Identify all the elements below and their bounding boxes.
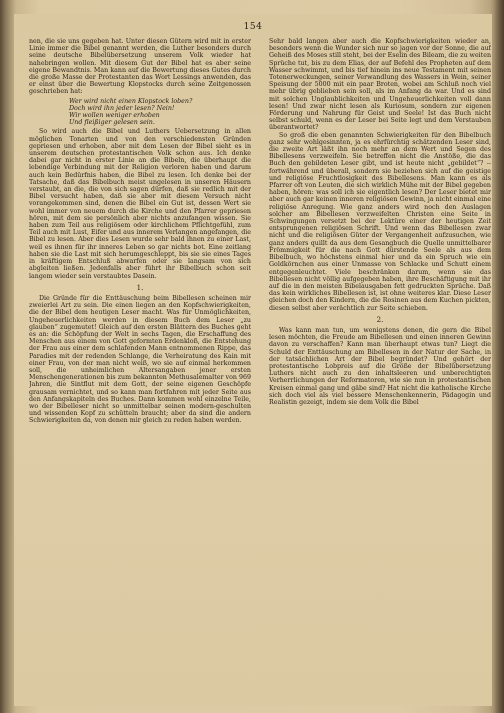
verse-line: Wer wird nicht einen Klopstock loben? [69,97,193,105]
paragraph: Was kann man tun, um wenigstens denen, die gern die Bibel lesen möchten, die Freude am Bibellesen und einen inneren Gewinn davon zu verschaffen? Kann man überhaupt etwas tun? Liegt die Schuld der Enttäuschung am Bibellesen in der Natur der Sache, in der tatsächlichen Art der Bibel begründet? Und gehört der protestantische Lobpreis auf die Größe der Bibelübersetzung Luthers nicht auch zu den inhaltsleeren und unberechtigten Verherrlichungen der Reformatoren, wie sie nun in protestantischen Kreisen einmal gang und gäbe sind? Hat nicht die katholische Kirche sich doch viel als viel bessere Menschenkennerin, Pädagogin und Realistin gezeigt, indem sie dem Volk die Bibel [269,326,491,406]
verse-line: Und fleißiger gelesen sein. [69,119,155,127]
verse-line: Doch wird ihn jeder lesen? Nein! [69,104,175,112]
paragraph: So wird auch die Bibel und Luthers Uebersetzung in allen möglichen Tonarten und von den verschiedensten Gründen gepriesen und erhoben, aber mit dem Lesen der Bibel sieht es in unserem deutschen protestantischen Volk schon aus. Ich denke dabei gar nicht in erster Linie an die Bibeln, die überhaupt die lebendige Verbindung mit der Religion verloren haben und darum auch kein Bedürfnis haben, die Bibel zu lesen. Ich denke bei der Tatsache, daß das Bibelbuch meist ungelesen in unseren Häusern verstaubt, an die, die von sich sagen dürfen, daß sie redlich mit der Bibel versucht haben, daß sie aber mit diesem Versuch nicht vorangekommen sind, denen die Bibel ein Gut ist, dessen Wert sie wohl immer von neuem durch die Kirche und den Pfarrer gepriesen hören, mit dem sie persönlich aber nichts anzufangen wissen. Sie haben zum Teil aus religiösem oder kirchlichem Pflichtgefühl, zum Teil auch mit Lust, Eifer und aus innerem Verlangen angefangen, die Bibel zu lesen. Aber dies Lesen wurde sehr bald ihnen zu einer Last, weil es ihnen für ihr inneres Leben so gar nichts bot. Eine zeitlang haben sie die Last mit sich herumgeschleppt, bis sie sie eines Tages in kräftigem Entschluß abwarfen oder sie langsam von sich abgleiten ließen. Jedenfalls aber führt ihr Bibelbuch schon seit langem wieder sein verstaubtes Dasein. [29,128,251,280]
paragraph: nen, die sie uns gegeben hat. Unter diesen Gütern wird mit in erster Linie immer die Bibel genannt werden, die Luther besonders durch seine deutsche Bibelübersetzung unserem Volk wieder hat nahebringen wollen. Mit diesem Gut der Bibel hat es aber seine eigene Bewandtnis. Man kann auf die Bewertung dieses Gutes durch die große Masse der Protestanten das Wort Lessings anwenden, das er einst über die Bewertung Klopstocks durch seine Zeitgenossen geschrieben hat: [29,38,251,96]
left-text-column [29,38,251,698]
book-page [14,14,492,706]
verse-line: Wir wollen weniger erhoben [69,112,160,120]
right-text-column [269,38,491,633]
page-number: 154 [243,22,263,32]
section-number: 1. [136,283,144,292]
paragraph: So groß die eben genannten Schwierigkeiten für den Bibelbuch ganz sehr wohlgesinnten, ja es ehrfürchtig schätzenden Leser sind, die zweite Art läßt ihn noch mehr an dem Wert und Segen des Bibellesens verzweifeln. Sie betreffen nicht die Anstöße, die das Buch den gebildeten Leser gibt, und ist heute nicht „gebildet“? -- fortwährend und überall, sondern sie beziehen sich auf die geistige und religiöse Fruchtlosigkeit des Bibellesens. Man kann es als Pfarrer oft von Leuten, die sich wirklich Mühe mit der Bibel gegeben haben, hören: was soll ich sie eigentlich lesen? Der Leser bietet mir aber auch gar keinen inneren religiösen Gewinn, ja nicht einmal eine religiöse Anregung. Wie ganz anders wird noch den Auslagen solcher am Bibellesen verzweifelten Christen eine Seite in Schwingungen versetzt bei der Lektüre einer der heutigen Zeit entsprungenen religiösen Schrift. Und wenn das Bibellesen zwar nicht und die religiösen Güter der Vergangenheit aufzusuchen, wie ganz anders quillt da aus dem Gesangbuch die Quelle unmittelbarer Frömmigkeit für die nach Gott dürstende Seele als aus dem Bibelbuch, wo höchstens einmal hier und da ein Spruch wie ein Goldkörnchen aus einer Unmasse von Schlacke und Schutt einem entgegenleuchtet. Viele beschränken darum, wenn sie das Bibellesen nicht völlig aufgegeben haben, ihre Beschäftigung mit ihr auf die in den meisten Bibelausgaben fett gedruckten Sprüche. Daß das kein wirkliches Bibellesen ist, ist ohne weiteres klar. Diese Leser gleichen doch den Kindern, die die Rosinen aus dem Kuchen pickten, diesen selbst aber verächtlich zur Seite schieben. [269,131,491,312]
page-edge-shadow [494,0,504,713]
section-number: 2. [376,315,384,324]
quoted-verse [69,98,251,127]
paragraph: Die Gründe für die Enttäuschung beim Bibellesen scheinen mir zweierlei Art zu sein. Die einen liegen an den Kopfschwierigkeiten, die der Bibel dem heutigen Leser macht. Was für Unmöglichkeiten, Ungeheuerlichkeiten werden in diesem Buch dem Leser „zu glauben“ zugemutet! Gleich auf den ersten Blättern des Buches geht es an: die Schöpfung der Welt in sechs Tagen, die Erschaffung des Menschen aus einem von Gott geformten Erdenkloß, die Entstehung der Frau aus einer dem schlafenden Mann entnommenen Rippe, das Paradies mit der redenden Schlange, die Verheiratung des Kain mit einer Frau, von der man nicht weiß, wo sie auf einmal herkommen soll, die unheimlichen Altersangaben jener ersten Menschengenerationen bis zum bekannten Methusalemalter von 969 Jahren, die Sintflut mit dem Gott, der seine eigenen Geschöpfe grausam vernichtet, und so kann man fortfahren mit jeder Seite aus den Anfangskapiteln des Buches. Dann kommen wohl einzelne Teile, wo der Bibelleser nicht so unmittelbar seinen modern-geschulten und wissenden Kopf zu schütteln braucht; aber da sind die andern Schwierigkeiten da, von denen mir gleich zu reden haben werden. [29,294,251,425]
paragraph: Sehr bald langen aber auch die Kopfschwierigkeiten wieder an, besonders wenn die Wunder sich nur so jagen vor der Sonne, die auf Geheiß des Moses still steht, bei der Eselin des Bileam, die zu weiten Sprüche tut, bis zu dem Elias, der auf Befehl des Propheten auf dem Wasser schwimmt, und bis tief hinein ins neue Testament mit seinen Totenerweckungen, seiner Verwandlung des Wassers in Wein, seiner Speisung der 5000 mit ein paar Broten, wobei am Schluß noch viel mehr übrig geblieben sein soll, als im Anfang da war. Und es sind mit solchen Unglaublichkeiten und Ungeheuerlichkeiten voll dann lesen! Und zwar nicht lesen als Kuriosum, sondern zur eigenen Förderung und Nahrung für Geist und Seele! Ist das Buch nicht selbst schuld, wenn es der Leser bei Seite legt und dem Verstauben überantwortet? [269,38,491,132]
